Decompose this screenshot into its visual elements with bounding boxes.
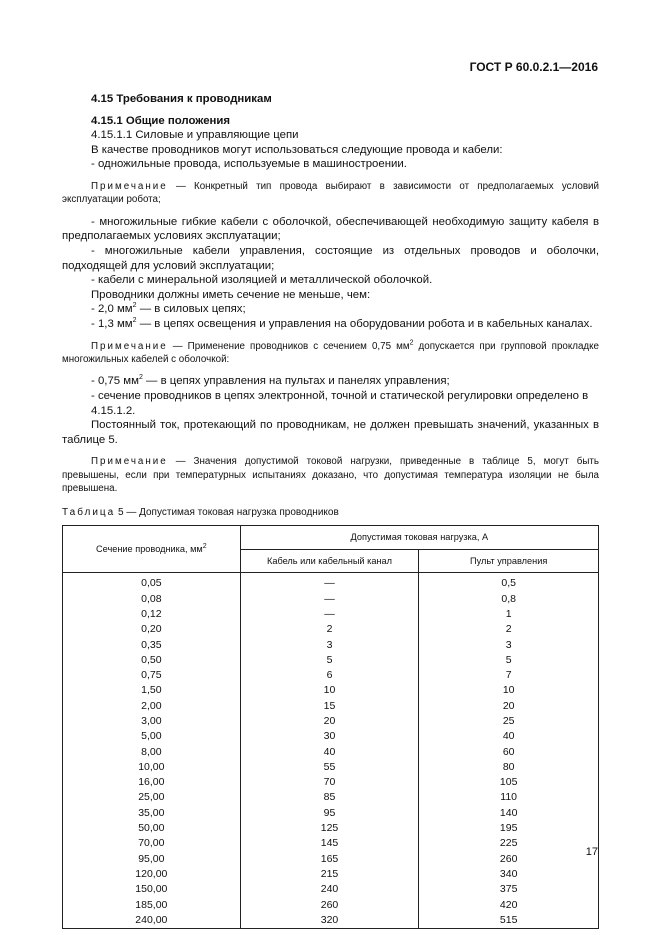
page-number: 17 <box>585 846 598 858</box>
table-row <box>63 806 599 821</box>
table-row <box>63 683 599 698</box>
list-item: - многожильные кабели управления, состоящие из отдельных проводов и оболочки, подходящей для условий эксплуатации; <box>62 244 599 272</box>
superscript: 2 <box>409 339 414 347</box>
table-row <box>63 836 599 851</box>
table-cell: 95 <box>240 806 419 821</box>
table-row <box>63 760 599 775</box>
superscript: 2 <box>202 542 207 550</box>
table-cell: 2,00 <box>63 699 241 714</box>
table-cell: 240 <box>240 882 419 897</box>
list-item: - одножильные провода, используемые в машиностроении. <box>91 158 407 171</box>
table-cell: 125 <box>240 821 419 836</box>
item-text: — в силовых цепях; <box>136 303 246 316</box>
table-cell: — <box>240 592 419 607</box>
table-cell: 60 <box>419 745 599 760</box>
document-id: ГОСТ Р 60.0.2.1—2016 <box>469 60 598 74</box>
table-row <box>63 729 599 744</box>
table-cell: 340 <box>419 867 599 882</box>
table-cell: 240,00 <box>63 913 241 929</box>
table-cell: 5,00 <box>63 729 241 744</box>
section-title: 4.15 Требования к проводникам <box>91 93 272 105</box>
table-cell: 30 <box>240 729 419 744</box>
item-text: - 2,0 мм <box>91 303 133 316</box>
table-cell: 105 <box>419 775 599 790</box>
note-label: Примечание <box>91 340 168 352</box>
table-row <box>63 852 599 867</box>
table-cell: 35,00 <box>63 806 241 821</box>
table-cell: — <box>240 573 419 592</box>
table-cell: 8,00 <box>63 745 241 760</box>
note-text: допускается при групповой прокладке многожильных кабелей с оболочкой: <box>62 340 599 365</box>
table-cell: 0,5 <box>419 573 599 592</box>
table-cell: 20 <box>240 714 419 729</box>
table-row <box>63 882 599 897</box>
table-caption-text: 5 — Допустимая токовая нагрузка проводников <box>115 506 339 518</box>
table-cell: 0,05 <box>63 573 241 592</box>
table-cell: 0,12 <box>63 607 241 622</box>
item-text: - 1,3 мм <box>91 317 133 330</box>
table-row <box>63 592 599 607</box>
table-row <box>63 607 599 622</box>
note-label: Примечание <box>91 456 168 468</box>
table-cell: 3 <box>240 638 419 653</box>
table-cell: 140 <box>419 806 599 821</box>
table-cell: 0,8 <box>419 592 599 607</box>
table-cell: 6 <box>240 668 419 683</box>
current-load-table <box>62 525 599 929</box>
table-cell: 25 <box>419 714 599 729</box>
table-cell: 85 <box>240 790 419 805</box>
header-text: Сечение проводника, мм <box>96 543 203 554</box>
table-cell: 3,00 <box>63 714 241 729</box>
note-label: Примечание <box>91 180 168 192</box>
table-cell: 110 <box>419 790 599 805</box>
table-row <box>63 867 599 882</box>
header-cross-section <box>63 526 241 573</box>
table-cell: 50,00 <box>63 821 241 836</box>
table-cell: 20 <box>419 699 599 714</box>
list-item <box>62 302 599 317</box>
table-cell: 70,00 <box>63 836 241 851</box>
table-cell: 55 <box>240 760 419 775</box>
table-cell: 5 <box>240 653 419 668</box>
table-cell: 7 <box>419 668 599 683</box>
item-text: — в цепях управления на пультах и панелях управления; <box>142 375 450 388</box>
note-2 <box>62 340 599 367</box>
item-text: — в цепях освещения и управления на оборудовании робота и в кабельных каналах. <box>136 317 593 330</box>
table-cell: 15 <box>240 699 419 714</box>
table-cell: 0,20 <box>63 622 241 637</box>
table-cell: 2 <box>419 622 599 637</box>
clause-title: 4.15.1.1 Силовые и управляющие цепи <box>91 129 299 142</box>
table-cell: 25,00 <box>63 790 241 805</box>
table-cell: 225 <box>419 836 599 851</box>
table-row <box>63 699 599 714</box>
table-body <box>63 573 599 929</box>
list-item: - сечение проводников в цепях электронной, точной и статической регулировки определено в 4.15.1.2. <box>91 389 589 417</box>
paragraph: Постоянный ток, протекающий по проводникам, не должен превышать значений, указанных в таблице 5. <box>62 419 599 446</box>
table-cell: 10 <box>240 683 419 698</box>
table-cell: 320 <box>240 913 419 929</box>
table-cell: 145 <box>240 836 419 851</box>
superscript: 2 <box>138 374 143 382</box>
list-item <box>62 317 599 332</box>
table-cell: 16,00 <box>63 775 241 790</box>
table-cell: 165 <box>240 852 419 867</box>
note-text: — Значения допустимой токовой нагрузки, приведенные в таблице 5, могут быть превышены, если при температурных испытаниях доказано, что допустимая температура изоляции не была превышена. <box>62 456 599 495</box>
table-row <box>63 714 599 729</box>
table-cell: 375 <box>419 882 599 897</box>
header-cable-channel: Кабель или кабельный канал <box>240 549 419 573</box>
table-cell: 10,00 <box>63 760 241 775</box>
table-cell: 260 <box>419 852 599 867</box>
table-cell: — <box>240 607 419 622</box>
table-cell: 1 <box>419 607 599 622</box>
table-cell: 420 <box>419 898 599 913</box>
table-row <box>63 622 599 637</box>
table-row <box>63 898 599 913</box>
table-row <box>63 668 599 683</box>
subsection-title: 4.15.1 Общие положения <box>91 114 231 127</box>
table-cell: 0,50 <box>63 653 241 668</box>
table-cell: 0,08 <box>63 592 241 607</box>
header-control-panel: Пульт управления <box>419 549 599 573</box>
table-cell: 120,00 <box>63 867 241 882</box>
table-cell: 3 <box>419 638 599 653</box>
header-allowed-load: Допустимая токовая нагрузка, А <box>240 526 598 550</box>
table-cell: 95,00 <box>63 852 241 867</box>
table-cell: 195 <box>419 821 599 836</box>
table-row <box>63 638 599 653</box>
page-content <box>62 92 599 929</box>
item-text: - 0,75 мм <box>91 375 139 388</box>
table-caption <box>62 506 599 521</box>
note-text: — Конкретный тип провода выбирают в зависимости от предполагаемых условий эксплуатации робота; <box>62 180 599 206</box>
table-cell: 0,75 <box>63 668 241 683</box>
list-item: - кабели с минеральной изоляцией и металлической оболочкой. <box>91 274 433 287</box>
table-row <box>63 745 599 760</box>
list-item: - многожильные гибкие кабели с оболочкой, обеспечивающей необходимую защиту кабеля в предполагаемых условиях эксплуатации; <box>62 215 599 243</box>
table-cell: 185,00 <box>63 898 241 913</box>
table-row <box>63 790 599 805</box>
table-cell: 1,50 <box>63 683 241 698</box>
table-cell: 5 <box>419 653 599 668</box>
table-row <box>63 821 599 836</box>
list-item <box>62 374 599 389</box>
table-caption-label: Таблица <box>62 506 116 518</box>
table-row <box>63 573 599 592</box>
note-3 <box>62 455 599 495</box>
table-cell: 0,35 <box>63 638 241 653</box>
table-cell: 40 <box>419 729 599 744</box>
note-text: — Применение проводников с сечением 0,75 мм <box>167 340 410 352</box>
table-row <box>63 653 599 668</box>
table-cell: 40 <box>240 745 419 760</box>
table-cell: 515 <box>419 913 599 929</box>
table-cell: 2 <box>240 622 419 637</box>
table-cell: 80 <box>419 760 599 775</box>
table-row <box>63 775 599 790</box>
table-cell: 10 <box>419 683 599 698</box>
superscript: 2 <box>132 302 137 310</box>
superscript: 2 <box>132 317 137 325</box>
table-row <box>63 913 599 929</box>
note-1 <box>62 180 599 207</box>
table-cell: 150,00 <box>63 882 241 897</box>
paragraph: Проводники должны иметь сечение не меньше, чем: <box>91 288 371 301</box>
table-cell: 260 <box>240 898 419 913</box>
table-cell: 70 <box>240 775 419 790</box>
paragraph: В качестве проводников могут использоваться следующие провода и кабели: <box>91 143 503 156</box>
table-cell: 215 <box>240 867 419 882</box>
